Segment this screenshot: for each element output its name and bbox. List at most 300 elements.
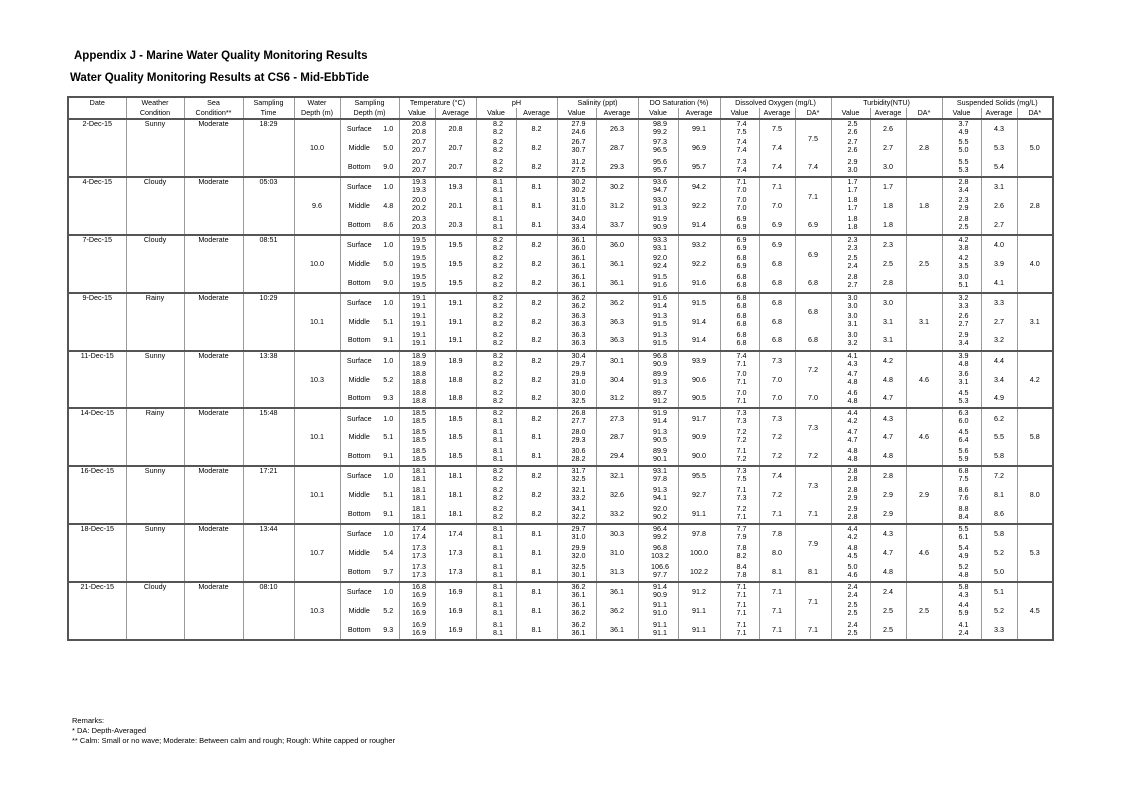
dissolved-oxygen-values-reading-1: 7.2 xyxy=(736,427,747,436)
salinity-values-reading-2: 28.2 xyxy=(571,454,586,464)
salinity-values-reading-2: 33.2 xyxy=(571,492,586,502)
salinity-values xyxy=(557,331,596,350)
turbidity-da: 2.8 xyxy=(906,119,942,177)
suspended-solids-values-reading-1: 3.9 xyxy=(958,350,969,360)
turbidity-values xyxy=(831,505,870,524)
temperature-values xyxy=(399,254,435,273)
sea-condition-cell: Moderate xyxy=(184,408,243,466)
dissolved-oxygen-values-reading-1: 7.1 xyxy=(736,176,747,186)
dissolved-oxygen-values-reading-1: 6.8 xyxy=(736,254,747,263)
weather-cell: Sunny xyxy=(126,524,184,582)
suspended-solids-values-reading-2: 2.7 xyxy=(958,318,969,328)
sea-condition-cell: Moderate xyxy=(184,235,243,293)
turbidity-da: 2.5 xyxy=(906,235,942,293)
turbidity-values-reading-2: 2.4 xyxy=(847,590,858,600)
salinity-average: 31.2 xyxy=(596,196,638,215)
suspended-solids-average: 4.9 xyxy=(981,389,1017,408)
suspended-solids-average: 3.2 xyxy=(981,331,1017,350)
table-row xyxy=(68,177,1053,196)
temperature-values-reading-1: 16.8 xyxy=(412,582,426,592)
sampling-depth-cell: 1.0 xyxy=(378,293,399,312)
ph-values xyxy=(476,138,516,157)
suspended-solids-values-reading-1: 2.3 xyxy=(958,196,969,205)
temperature-values xyxy=(399,138,435,157)
ph-values xyxy=(476,312,516,331)
turbidity-average: 2.5 xyxy=(870,621,906,640)
dissolved-oxygen-values-reading-2: 7.1 xyxy=(736,396,747,406)
salinity-average: 30.4 xyxy=(596,370,638,389)
temperature-average: 20.7 xyxy=(435,138,476,157)
temperature-values-reading-1: 18.1 xyxy=(412,466,426,476)
table-row xyxy=(68,235,1053,254)
do-saturation-average: 91.2 xyxy=(678,582,720,601)
weather-cell: Sunny xyxy=(126,466,184,524)
temperature-values-reading-1: 20.3 xyxy=(412,215,426,224)
suspended-solids-average: 5.1 xyxy=(981,582,1017,601)
dissolved-oxygen-values-reading-1: 7.1 xyxy=(736,447,747,456)
suspended-solids-average: 4.0 xyxy=(981,235,1017,254)
dissolved-oxygen-values-reading-2: 7.5 xyxy=(736,474,747,484)
dissolved-oxygen-values-reading-2: 7.1 xyxy=(736,511,747,521)
salinity-values-reading-1: 26.8 xyxy=(571,408,586,418)
suspended-solids-values xyxy=(942,119,981,138)
do-saturation-values xyxy=(638,601,678,620)
suspended-solids-values-reading-1: 5.5 xyxy=(958,524,969,534)
temperature-values-reading-1: 16.9 xyxy=(412,620,426,629)
do-saturation-values-reading-1: 91.1 xyxy=(653,601,667,610)
dissolved-oxygen-values-reading-1: 6.9 xyxy=(736,215,747,224)
water-depth-cell: 10.1 xyxy=(294,293,340,351)
do-saturation-values xyxy=(638,524,678,543)
suspended-solids-values-reading-2: 5.9 xyxy=(958,608,969,618)
salinity-values-reading-1: 31.2 xyxy=(571,157,586,166)
ph-values-reading-1: 8.2 xyxy=(493,485,503,494)
do-saturation-values-reading-1: 93.0 xyxy=(653,196,667,205)
sampling-time-cell: 17:21 xyxy=(243,466,294,524)
suspended-solids-values-reading-1: 6.3 xyxy=(958,408,969,418)
do-saturation-values xyxy=(638,389,678,408)
turbidity-values-reading-2: 4.8 xyxy=(847,376,858,386)
dissolved-oxygen-values-reading-2: 7.4 xyxy=(736,164,747,174)
dissolved-oxygen-values-reading-2: 7.1 xyxy=(736,627,747,637)
turbidity-average: 4.3 xyxy=(870,524,906,543)
sea-condition-cell: Moderate xyxy=(184,119,243,177)
turbidity-da: 4.6 xyxy=(906,351,942,409)
ph-values-reading-2: 8.2 xyxy=(493,474,503,484)
ph-values xyxy=(476,563,516,582)
turbidity-values-reading-2: 3.1 xyxy=(847,318,858,328)
dissolved-oxygen-values-reading-1: 7.3 xyxy=(736,466,747,476)
dissolved-oxygen-bottom-da: 8.1 xyxy=(795,563,831,582)
do-saturation-values-reading-2: 97.8 xyxy=(653,474,667,484)
suspended-solids-values-reading-1: 4.1 xyxy=(958,620,969,629)
suspended-solids-average: 5.8 xyxy=(981,524,1017,543)
ph-values-reading-2: 8.2 xyxy=(493,261,503,271)
temperature-average: 20.1 xyxy=(435,196,476,215)
turbidity-average: 2.3 xyxy=(870,235,906,254)
depth-level-cell: Surface xyxy=(340,351,378,370)
salinity-values-reading-2: 31.0 xyxy=(571,532,586,542)
salinity-values xyxy=(557,196,596,215)
temperature-average: 18.1 xyxy=(435,466,476,485)
do-saturation-average: 100.0 xyxy=(678,544,720,563)
water-depth-cell: 10.0 xyxy=(294,119,340,177)
table-row xyxy=(68,582,1053,601)
salinity-average: 32.6 xyxy=(596,486,638,505)
do-saturation-values xyxy=(638,505,678,524)
suspended-solids-average: 8.6 xyxy=(981,505,1017,524)
do-saturation-values-reading-1: 95.6 xyxy=(653,157,667,166)
do-saturation-values-reading-2: 103.2 xyxy=(651,550,669,560)
temperature-values-reading-2: 18.5 xyxy=(412,416,426,426)
turbidity-values-reading-2: 2.8 xyxy=(847,511,858,521)
turbidity-values xyxy=(831,582,870,601)
turbidity-average: 4.7 xyxy=(870,428,906,447)
temperature-values-reading-1: 19.1 xyxy=(412,292,426,302)
ph-average: 8.1 xyxy=(516,582,557,601)
temperature-values xyxy=(399,408,435,427)
do-saturation-average: 92.2 xyxy=(678,254,720,273)
temperature-values-reading-2: 20.7 xyxy=(412,145,426,155)
dissolved-oxygen-values-reading-1: 7.4 xyxy=(736,350,747,360)
turbidity-values-reading-2: 2.9 xyxy=(847,492,858,502)
turbidity-values xyxy=(831,601,870,620)
temperature-average: 17.3 xyxy=(435,544,476,563)
temperature-values-reading-2: 19.5 xyxy=(412,261,426,271)
dissolved-oxygen-values xyxy=(720,351,759,370)
dissolved-oxygen-da: 7.1 xyxy=(795,582,831,621)
suspended-solids-values xyxy=(942,408,981,427)
date-cell: 2-Dec-15 xyxy=(68,119,126,177)
turbidity-values-reading-1: 1.7 xyxy=(847,176,858,186)
turbidity-values-reading-2: 2.8 xyxy=(847,474,858,484)
temperature-values xyxy=(399,621,435,640)
ph-values xyxy=(476,524,516,543)
ph-values-reading-2: 8.1 xyxy=(493,434,503,444)
header-sea: Sea xyxy=(184,97,243,108)
do-saturation-values-reading-1: 93.3 xyxy=(653,234,667,244)
dissolved-oxygen-values xyxy=(720,158,759,177)
turbidity-values-reading-1: 2.7 xyxy=(847,138,858,147)
turbidity-average: 4.7 xyxy=(870,389,906,408)
ph-average: 8.2 xyxy=(516,312,557,331)
ph-values xyxy=(476,331,516,350)
ph-values-reading-2: 8.2 xyxy=(493,338,503,348)
do-saturation-average: 102.2 xyxy=(678,563,720,582)
ph-values-reading-2: 8.2 xyxy=(493,492,503,502)
dissolved-oxygen-values xyxy=(720,312,759,331)
suspended-solids-da: 5.8 xyxy=(1017,408,1053,466)
turbidity-values-reading-2: 4.8 xyxy=(847,396,858,406)
temperature-values xyxy=(399,563,435,582)
weather-cell: Cloudy xyxy=(126,235,184,293)
turbidity-average: 2.9 xyxy=(870,505,906,524)
do-saturation-values xyxy=(638,119,678,138)
dissolved-oxygen-values-reading-2: 6.9 xyxy=(736,261,747,271)
temperature-values xyxy=(399,196,435,215)
do-saturation-average: 92.7 xyxy=(678,486,720,505)
dissolved-oxygen-values xyxy=(720,235,759,254)
dissolved-oxygen-values-reading-2: 6.8 xyxy=(736,300,747,310)
depth-level-cell: Middle xyxy=(340,254,378,273)
salinity-values-reading-1: 31.7 xyxy=(571,466,586,476)
salinity-values-reading-2: 24.6 xyxy=(571,127,586,136)
turbidity-values xyxy=(831,408,870,427)
sampling-depth-cell: 5.1 xyxy=(383,316,394,326)
salinity-values-reading-2: 27.5 xyxy=(571,164,586,174)
dissolved-oxygen-values-reading-2: 7.9 xyxy=(736,532,747,542)
dissolved-oxygen-values-reading-2: 7.3 xyxy=(736,416,747,426)
salinity-values-reading-1: 29.9 xyxy=(571,369,586,378)
do-saturation-average: 91.4 xyxy=(678,312,720,331)
dissolved-oxygen-average: 7.1 xyxy=(759,177,795,196)
ph-values-reading-1: 8.2 xyxy=(493,138,503,147)
turbidity-values xyxy=(831,389,870,408)
turbidity-average: 1.8 xyxy=(870,215,906,234)
turbidity-values-reading-1: 2.5 xyxy=(847,601,858,610)
do-saturation-values xyxy=(638,447,678,466)
turbidity-average: 1.8 xyxy=(870,196,906,215)
suspended-solids-values xyxy=(942,370,981,389)
ph-values-reading-1: 8.2 xyxy=(493,157,503,166)
temperature-average: 19.5 xyxy=(435,273,476,292)
temperature-average: 19.3 xyxy=(435,177,476,196)
turbidity-average: 2.7 xyxy=(870,138,906,157)
do-saturation-values-reading-1: 106.6 xyxy=(651,562,669,571)
salinity-values-reading-1: 36.1 xyxy=(571,601,586,610)
do-saturation-values xyxy=(638,215,678,234)
temperature-values-reading-1: 17.3 xyxy=(412,562,426,571)
suspended-solids-values-reading-2: 2.5 xyxy=(958,222,969,232)
do-saturation-average: 92.2 xyxy=(678,196,720,215)
suspended-solids-values-reading-1: 4.2 xyxy=(958,254,969,263)
turbidity-values xyxy=(831,447,870,466)
ph-average: 8.2 xyxy=(516,370,557,389)
depth-level-cell: Surface xyxy=(340,235,378,254)
dissolved-oxygen-values xyxy=(720,196,759,215)
header-sub-ph-value: Value xyxy=(476,108,516,119)
ph-values xyxy=(476,370,516,389)
salinity-values xyxy=(557,273,596,292)
salinity-values xyxy=(557,293,596,312)
depth-level-cell: Bottom xyxy=(340,621,378,640)
do-saturation-values-reading-1: 91.3 xyxy=(653,485,667,494)
do-saturation-values-reading-1: 91.6 xyxy=(653,292,667,302)
ph-values-reading-2: 8.1 xyxy=(493,569,503,579)
ph-average: 8.2 xyxy=(516,138,557,157)
suspended-solids-values-reading-2: 4.9 xyxy=(958,127,969,136)
temperature-average: 16.9 xyxy=(435,621,476,640)
ph-average: 8.2 xyxy=(516,293,557,312)
salinity-values xyxy=(557,563,596,582)
suspended-solids-values xyxy=(942,177,981,196)
dissolved-oxygen-values xyxy=(720,428,759,447)
salinity-values-reading-2: 30.1 xyxy=(571,569,586,579)
do-saturation-values-reading-2: 90.9 xyxy=(653,590,667,600)
ph-values xyxy=(476,466,516,485)
header-sub-dos-average: Average xyxy=(678,108,720,119)
dissolved-oxygen-values-reading-1: 7.4 xyxy=(736,138,747,147)
suspended-solids-values-reading-2: 6.1 xyxy=(958,532,969,542)
suspended-solids-values-reading-1: 5.6 xyxy=(958,447,969,456)
do-saturation-average: 91.5 xyxy=(678,293,720,312)
temperature-values-reading-2: 18.5 xyxy=(412,454,426,464)
depth-level-cell: Bottom xyxy=(340,563,378,582)
salinity-values-reading-1: 29.7 xyxy=(571,524,586,534)
remark-sea-condition: ** Calm: Small or no wave; Moderate: Between calm and rough; Rough: White capped or rougher xyxy=(72,736,396,745)
sampling-depth-cell: 1.0 xyxy=(378,119,399,138)
sampling-depth-cell: 9.3 xyxy=(383,393,394,403)
do-saturation-values-reading-1: 92.0 xyxy=(653,254,667,263)
suspended-solids-values xyxy=(942,312,981,331)
sea-condition-cell: Moderate xyxy=(184,293,243,351)
do-saturation-values-reading-2: 96.5 xyxy=(653,145,667,155)
turbidity-values-reading-1: 3.0 xyxy=(847,311,858,320)
ph-values-reading-1: 8.1 xyxy=(493,562,503,571)
header-sub-date xyxy=(68,108,126,119)
salinity-average: 33.7 xyxy=(596,215,638,234)
ph-values xyxy=(476,447,516,466)
dissolved-oxygen-average: 7.2 xyxy=(759,428,795,447)
ph-values-reading-2: 8.1 xyxy=(493,454,503,464)
header-sub-turb-value: Value xyxy=(831,108,870,119)
depth-level-cell: Bottom xyxy=(340,447,378,466)
suspended-solids-values-reading-2: 8.4 xyxy=(958,511,969,521)
suspended-solids-values-reading-2: 6.0 xyxy=(958,416,969,426)
salinity-average: 36.3 xyxy=(596,331,638,350)
do-saturation-values-reading-1: 93.1 xyxy=(653,466,667,476)
salinity-average: 30.2 xyxy=(596,177,638,196)
salinity-values-reading-1: 36.1 xyxy=(571,254,586,263)
temperature-values-reading-2: 18.9 xyxy=(412,358,426,368)
do-saturation-values xyxy=(638,235,678,254)
sampling-depth-cell: 9.1 xyxy=(383,509,394,519)
ph-values-reading-1: 8.2 xyxy=(493,292,503,302)
temperature-values-reading-2: 17.3 xyxy=(412,550,426,560)
turbidity-average: 4.2 xyxy=(870,351,906,370)
ph-values-reading-2: 8.2 xyxy=(493,376,503,386)
salinity-values-reading-1: 36.2 xyxy=(571,292,586,302)
ph-values-reading-1: 8.2 xyxy=(493,504,503,513)
depth-level-cell: Middle xyxy=(340,138,378,157)
salinity-average: 28.7 xyxy=(596,138,638,157)
dissolved-oxygen-values-reading-2: 7.1 xyxy=(736,608,747,618)
ph-values-reading-1: 8.2 xyxy=(493,408,503,418)
suspended-solids-values xyxy=(942,158,981,177)
suspended-solids-values xyxy=(942,486,981,505)
sampling-depth-cell: 1.0 xyxy=(378,235,399,254)
salinity-values xyxy=(557,370,596,389)
dissolved-oxygen-values-reading-1: 7.0 xyxy=(736,196,747,205)
ph-values xyxy=(476,486,516,505)
suspended-solids-da: 5.3 xyxy=(1017,524,1053,582)
ph-average: 8.1 xyxy=(516,196,557,215)
salinity-values-reading-2: 36.1 xyxy=(571,261,586,271)
suspended-solids-values-reading-2: 2.4 xyxy=(958,627,969,637)
salinity-values-reading-1: 30.2 xyxy=(571,176,586,186)
depth-level-cell: Middle xyxy=(340,370,378,389)
dissolved-oxygen-values-reading-2: 6.9 xyxy=(736,222,747,232)
ph-values-reading-2: 8.1 xyxy=(493,222,503,232)
ph-values xyxy=(476,119,516,138)
suspended-solids-values-reading-1: 6.8 xyxy=(958,466,969,476)
sampling-time-cell: 10:29 xyxy=(243,293,294,351)
temperature-values-reading-2: 20.7 xyxy=(412,164,426,174)
do-saturation-average: 99.1 xyxy=(678,119,720,138)
temperature-values-reading-1: 18.8 xyxy=(412,369,426,378)
do-saturation-values xyxy=(638,331,678,350)
temperature-values-reading-2: 19.3 xyxy=(412,184,426,194)
depth-level-cell: Bottom xyxy=(340,273,378,292)
dissolved-oxygen-values xyxy=(720,389,759,408)
ph-values-reading-1: 8.2 xyxy=(493,311,503,320)
salinity-values-reading-2: 36.3 xyxy=(571,338,586,348)
dissolved-oxygen-values-reading-2: 6.8 xyxy=(736,338,747,348)
do-saturation-values xyxy=(638,138,678,157)
turbidity-values-reading-2: 3.0 xyxy=(847,164,858,174)
sampling-time-cell: 15:48 xyxy=(243,408,294,466)
date-cell: 9-Dec-15 xyxy=(68,293,126,351)
suspended-solids-values-reading-2: 3.1 xyxy=(958,376,969,386)
dissolved-oxygen-average: 7.3 xyxy=(759,351,795,370)
do-saturation-average: 91.4 xyxy=(678,215,720,234)
do-saturation-values-reading-2: 99.2 xyxy=(653,532,667,542)
temperature-values-reading-2: 20.3 xyxy=(412,222,426,232)
ph-values-reading-2: 8.2 xyxy=(493,242,503,252)
turbidity-values xyxy=(831,312,870,331)
ph-values-reading-1: 8.1 xyxy=(493,176,503,186)
do-saturation-values-reading-2: 94.1 xyxy=(653,492,667,502)
ph-values xyxy=(476,544,516,563)
ph-values-reading-2: 8.1 xyxy=(493,416,503,426)
ph-values-reading-1: 8.2 xyxy=(493,350,503,360)
header-sub-ph-average: Average xyxy=(516,108,557,119)
temperature-values xyxy=(399,486,435,505)
temperature-average: 17.4 xyxy=(435,524,476,543)
depth-level-cell: Bottom xyxy=(340,215,378,234)
table-row xyxy=(68,351,1053,370)
dissolved-oxygen-values xyxy=(720,215,759,234)
sampling-depth-cell: 5.0 xyxy=(383,258,394,268)
salinity-values-reading-2: 32.2 xyxy=(571,511,586,521)
ph-values-reading-1: 8.1 xyxy=(493,196,503,205)
dissolved-oxygen-values-reading-1: 7.3 xyxy=(736,157,747,166)
dissolved-oxygen-values-reading-1: 7.8 xyxy=(736,543,747,552)
salinity-average: 29.4 xyxy=(596,447,638,466)
header-sub-do-value: Value xyxy=(720,108,759,119)
do-saturation-average: 90.9 xyxy=(678,428,720,447)
table-row xyxy=(68,293,1053,312)
dissolved-oxygen-values-reading-2: 7.0 xyxy=(736,203,747,213)
salinity-values-reading-1: 36.2 xyxy=(571,582,586,592)
header-sub-temp-value: Value xyxy=(399,108,435,119)
salinity-values xyxy=(557,177,596,196)
turbidity-values-reading-1: 2.5 xyxy=(847,119,858,128)
salinity-average: 28.7 xyxy=(596,428,638,447)
do-saturation-values-reading-2: 95.7 xyxy=(653,164,667,174)
header-salinity: Salinity (ppt) xyxy=(557,97,638,108)
suspended-solids-average: 4.4 xyxy=(981,351,1017,370)
salinity-values-reading-2: 33.4 xyxy=(571,222,586,232)
do-saturation-values-reading-2: 93.1 xyxy=(653,242,667,252)
ph-values-reading-1: 8.2 xyxy=(493,234,503,244)
ph-values-reading-1: 8.2 xyxy=(493,273,503,282)
salinity-values-reading-1: 32.1 xyxy=(571,485,586,494)
temperature-values-reading-1: 18.9 xyxy=(412,350,426,360)
suspended-solids-values xyxy=(942,524,981,543)
dissolved-oxygen-values-reading-1: 6.8 xyxy=(736,331,747,340)
ph-values-reading-1: 8.1 xyxy=(493,447,503,456)
